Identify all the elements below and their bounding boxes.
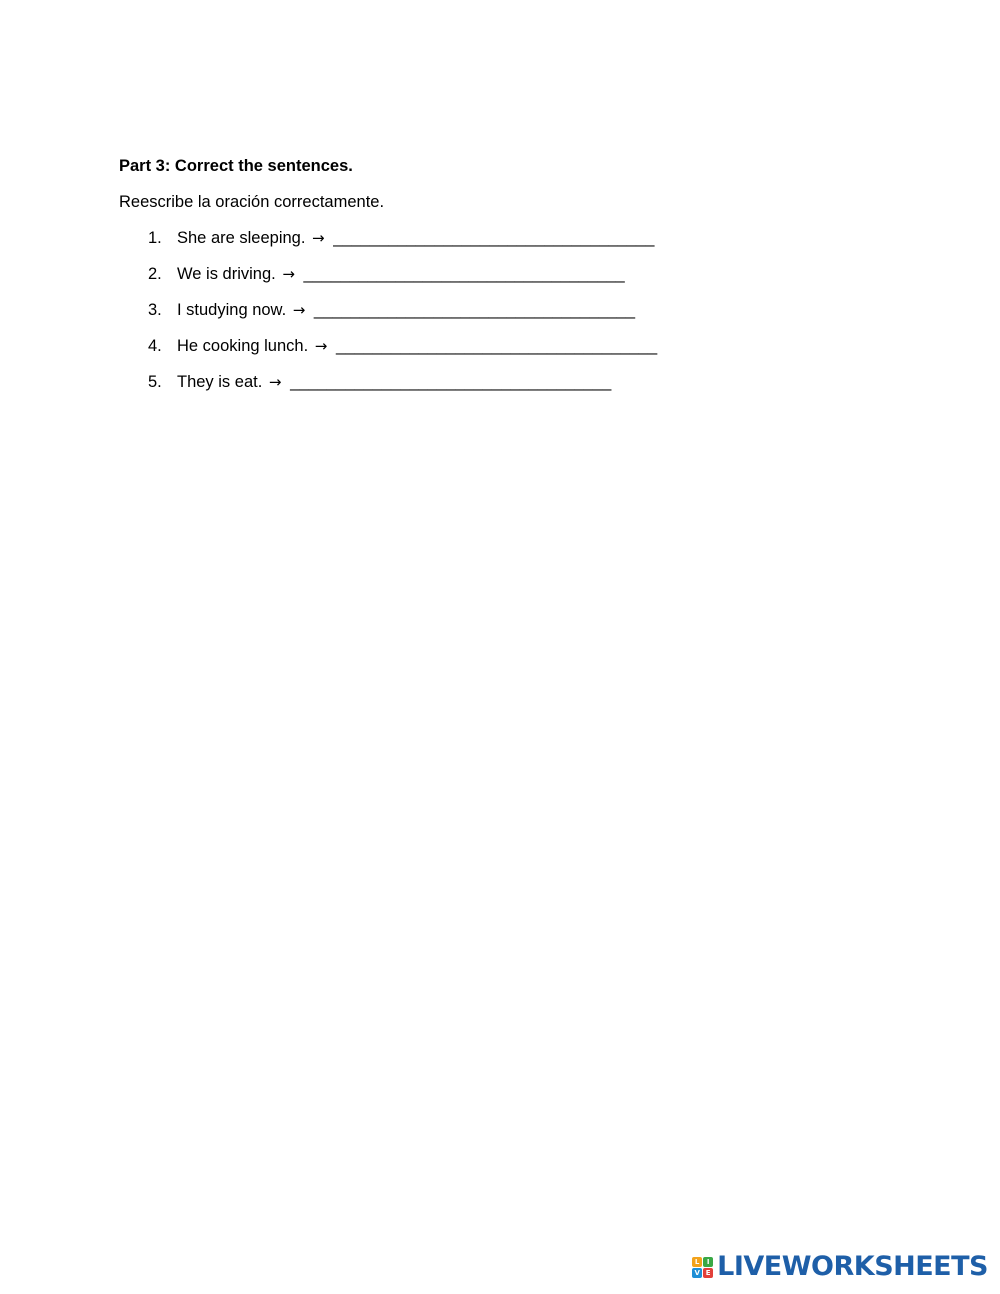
sentence: We is driving. — [177, 265, 276, 283]
worksheet — [119, 155, 879, 407]
exercise-item — [119, 335, 879, 371]
answer-blank[interactable] — [290, 371, 611, 393]
item-text — [177, 299, 635, 321]
sentence: He cooking lunch. — [177, 337, 309, 355]
exercise-list — [119, 227, 879, 407]
arrow-right-icon: → — [282, 265, 295, 283]
answer-blank[interactable] — [314, 299, 635, 321]
blank-line: ___________________________________ — [335, 337, 658, 355]
exercise-item — [119, 227, 879, 263]
logo-text: LIVEWORKSHEETS — [717, 1251, 988, 1282]
logo-tile: V — [692, 1268, 702, 1278]
instructions: Reescribe la oración correctamente. — [119, 193, 385, 211]
liveworksheets-logo — [692, 1252, 988, 1282]
answer-blank[interactable] — [336, 335, 657, 357]
item-number: 3. — [148, 301, 162, 319]
item-number: 1. — [148, 229, 162, 247]
section-title: Part 3: Correct the sentences. — [119, 157, 353, 175]
sentence: They is eat. — [177, 373, 263, 391]
arrow-right-icon: → — [268, 373, 282, 391]
item-number: 5. — [148, 373, 162, 391]
item-text — [177, 227, 654, 249]
item-number: 4. — [148, 337, 162, 355]
sentence: She are sleeping. — [177, 229, 306, 247]
exercise-item — [119, 299, 879, 335]
blank-line: ___________________________________ — [290, 373, 612, 391]
item-text — [177, 371, 611, 393]
item-number: 2. — [148, 265, 162, 283]
arrow-right-icon: → — [292, 301, 306, 319]
answer-blank[interactable] — [304, 263, 625, 285]
item-text — [177, 263, 625, 285]
arrow-right-icon: → — [312, 229, 325, 247]
exercise-item — [119, 371, 879, 407]
logo-tile: L — [692, 1257, 702, 1267]
item-text — [177, 335, 657, 357]
logo-tile: I — [703, 1257, 713, 1267]
logo-tile: E — [703, 1268, 713, 1278]
blank-line: ___________________________________ — [303, 265, 625, 283]
blank-line: ___________________________________ — [313, 301, 636, 319]
logo-mark-icon — [692, 1257, 713, 1278]
exercise-item — [119, 263, 879, 299]
arrow-right-icon: → — [314, 337, 328, 355]
answer-blank[interactable] — [333, 227, 654, 249]
sentence: I studying now. — [177, 301, 287, 319]
blank-line: ___________________________________ — [333, 229, 655, 247]
